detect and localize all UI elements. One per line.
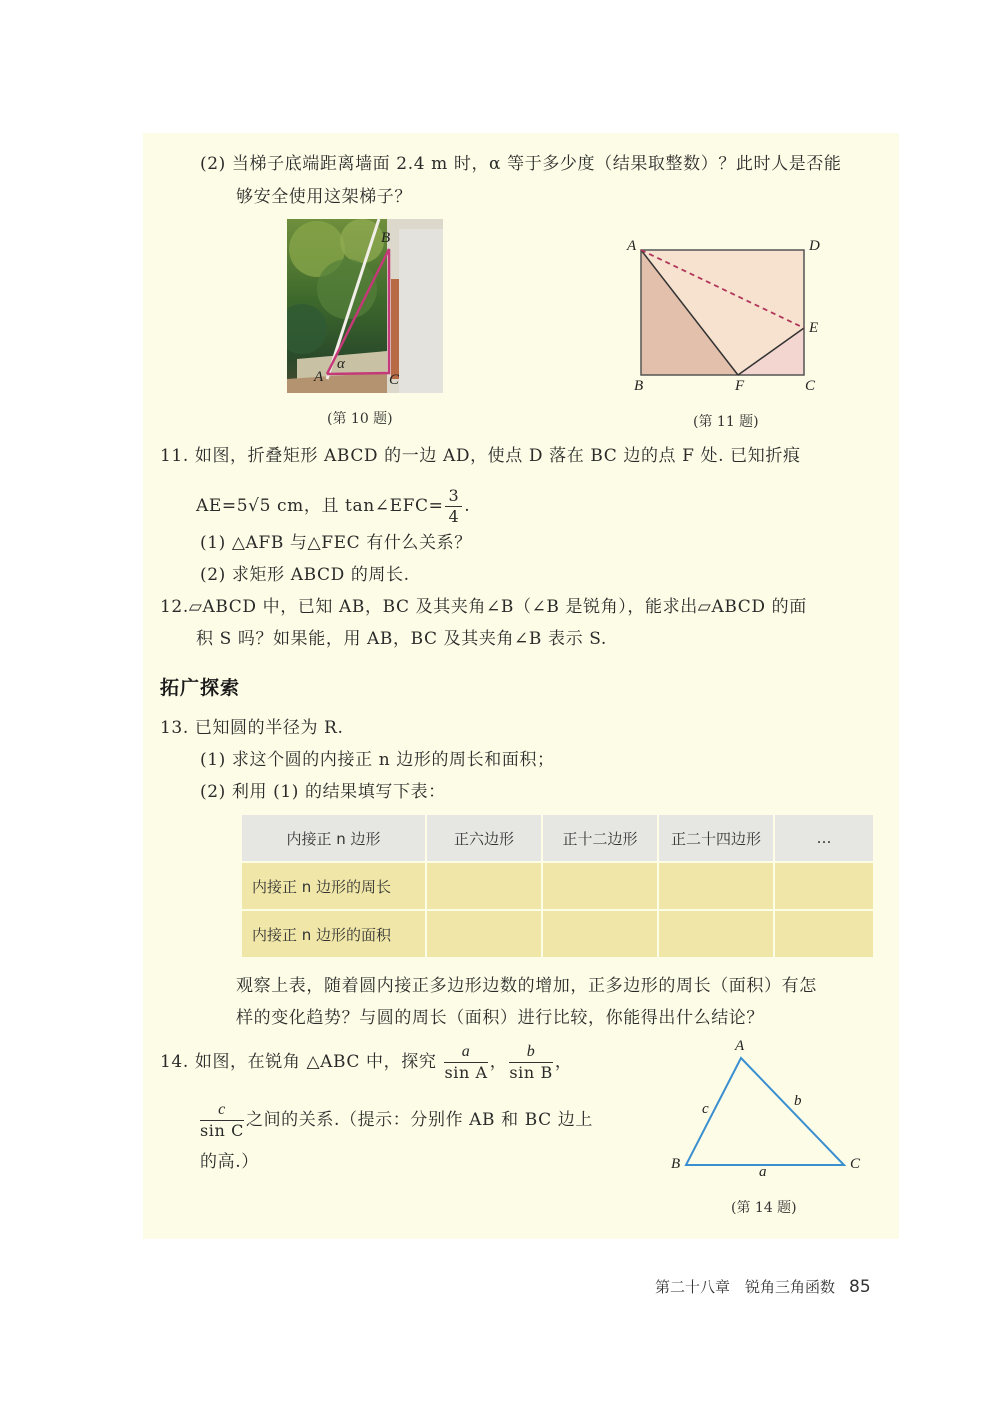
fig11-label-c: C — [805, 378, 816, 394]
table-cell[interactable] — [658, 862, 774, 910]
fig14-label-side-c: c — [702, 1101, 709, 1117]
q13-part2: (2) 利用 (1) 的结果填写下表： — [200, 782, 446, 802]
table-cell[interactable] — [426, 910, 542, 958]
q14-line1-prefix: 14. 如图，在锐角 △ABC 中，探究 — [160, 1052, 437, 1072]
fig14-label-side-a: a — [759, 1164, 767, 1180]
fig11-label-f: F — [735, 378, 745, 394]
q14-line3: 的高.） — [200, 1152, 259, 1172]
fig14-label-a-vertex: A — [735, 1038, 745, 1054]
fraction-c-sinC — [200, 1100, 244, 1141]
table-header: 正十二边形 — [542, 814, 658, 862]
fig10-label-b: B — [381, 230, 391, 246]
q11-part2: (2) 求矩形 ABCD 的周长. — [200, 565, 410, 585]
row-label: 内接正 n 边形的周长 — [241, 862, 426, 910]
frac-denominator: sin C — [200, 1121, 244, 1140]
fraction-3-4 — [445, 486, 462, 527]
fig11-caption: (第 11 题) — [693, 414, 759, 430]
fig10-label-alpha: α — [337, 356, 345, 372]
fig14-label-c-vertex: C — [850, 1156, 861, 1172]
table-header-row — [241, 814, 874, 862]
table-cell[interactable] — [774, 862, 874, 910]
row-label: 内接正 n 边形的面积 — [241, 910, 426, 958]
q13-observe-line1: 观察上表，随着圆内接正多边形边数的增加，正多边形的周长（面积）有怎 — [236, 976, 817, 996]
table-header: 正二十四边形 — [658, 814, 774, 862]
polygon-table — [240, 813, 875, 959]
fig10-label-c: C — [389, 372, 400, 388]
frac-numerator: c — [200, 1100, 244, 1121]
q12-line2: 积 S 吗？如果能，用 AB，BC 及其夹角∠B 表示 S. — [196, 629, 607, 649]
q11-line1: 11. 如图，折叠矩形 ABCD 的一边 AD，使点 D 落在 BC 边的点 F 处. 已知折痕 — [160, 446, 801, 466]
ladder-photo — [287, 219, 443, 393]
fig14-label-b-vertex: B — [671, 1156, 681, 1172]
table-cell[interactable] — [542, 862, 658, 910]
fig11-diagram — [620, 235, 830, 400]
fig10-caption: (第 10 题) — [327, 411, 393, 427]
table-row — [241, 910, 874, 958]
fig10-label-a: A — [314, 369, 324, 385]
q14-line2-suffix: 之间的关系.（提示：分别作 AB 和 BC 边上 — [245, 1110, 593, 1130]
fig14-caption: (第 14 题) — [731, 1200, 797, 1216]
frac-numerator: a — [444, 1042, 487, 1063]
fig14-label-side-b: b — [794, 1093, 802, 1109]
fig11-label-d: D — [809, 238, 820, 254]
chapter-title: 第二十八章 锐角三角函数 — [655, 1278, 836, 1296]
table-cell[interactable] — [774, 910, 874, 958]
q14-line2 — [198, 1098, 593, 1142]
frac-numerator: b — [509, 1042, 552, 1063]
frac-denominator: sin A — [444, 1063, 488, 1082]
q10-part2-line2: 够安全使用这架梯子？ — [236, 187, 412, 207]
table-header: 正六边形 — [426, 814, 542, 862]
page-number: 85 — [849, 1277, 871, 1297]
fraction-b-sinB — [509, 1042, 552, 1083]
section-heading: 拓广探索 — [160, 677, 241, 699]
q13-part1: (1) 求这个圆的内接正 n 边形的周长和面积； — [200, 750, 555, 770]
fraction-a-sinA — [444, 1042, 487, 1083]
table-header: … — [774, 814, 874, 862]
page-footer — [655, 1276, 871, 1297]
table-row — [241, 862, 874, 910]
fig11-label-b: B — [634, 378, 644, 394]
fig11-label-a: A — [627, 238, 637, 254]
q13-line1: 13. 已知圆的半径为 R. — [160, 718, 344, 738]
q13-observe-line2: 样的变化趋势？与圆的周长（面积）进行比较，你能得出什么结论？ — [236, 1008, 764, 1028]
q12-line1: 12.▱ABCD 中，已知 AB，BC 及其夹角∠B（∠B 是锐角），能求出▱ABCD 的面 — [160, 597, 807, 617]
fig11-label-e: E — [809, 320, 819, 336]
frac-denominator: sin B — [509, 1063, 553, 1082]
frac-numerator: 3 — [445, 486, 462, 507]
q11-line2-prefix: AE=5√5 cm，且 tan∠EFC= — [196, 496, 444, 516]
table-cell[interactable] — [426, 862, 542, 910]
q11-part1: (1) △AFB 与△FEC 有什么关系？ — [200, 533, 472, 553]
q14-line1: 14. 如图，在锐角 △ABC 中，探究 $\frac{a}{\text{sin A}}$ ， $\frac{b}{\text{sin B}}$ ， — [160, 1043, 573, 1082]
table-cell[interactable] — [542, 910, 658, 958]
q11-line2-suffix: . — [464, 496, 471, 516]
q11-line2 — [196, 486, 470, 527]
frac-denominator: 4 — [448, 507, 460, 526]
table-header: 内接正 n 边形 — [241, 814, 426, 862]
table-cell[interactable] — [658, 910, 774, 958]
q10-part2-line1: (2) 当梯子底端距离墙面 2.4 m 时，α 等于多少度（结果取整数）？此时人是否能 — [200, 154, 842, 174]
